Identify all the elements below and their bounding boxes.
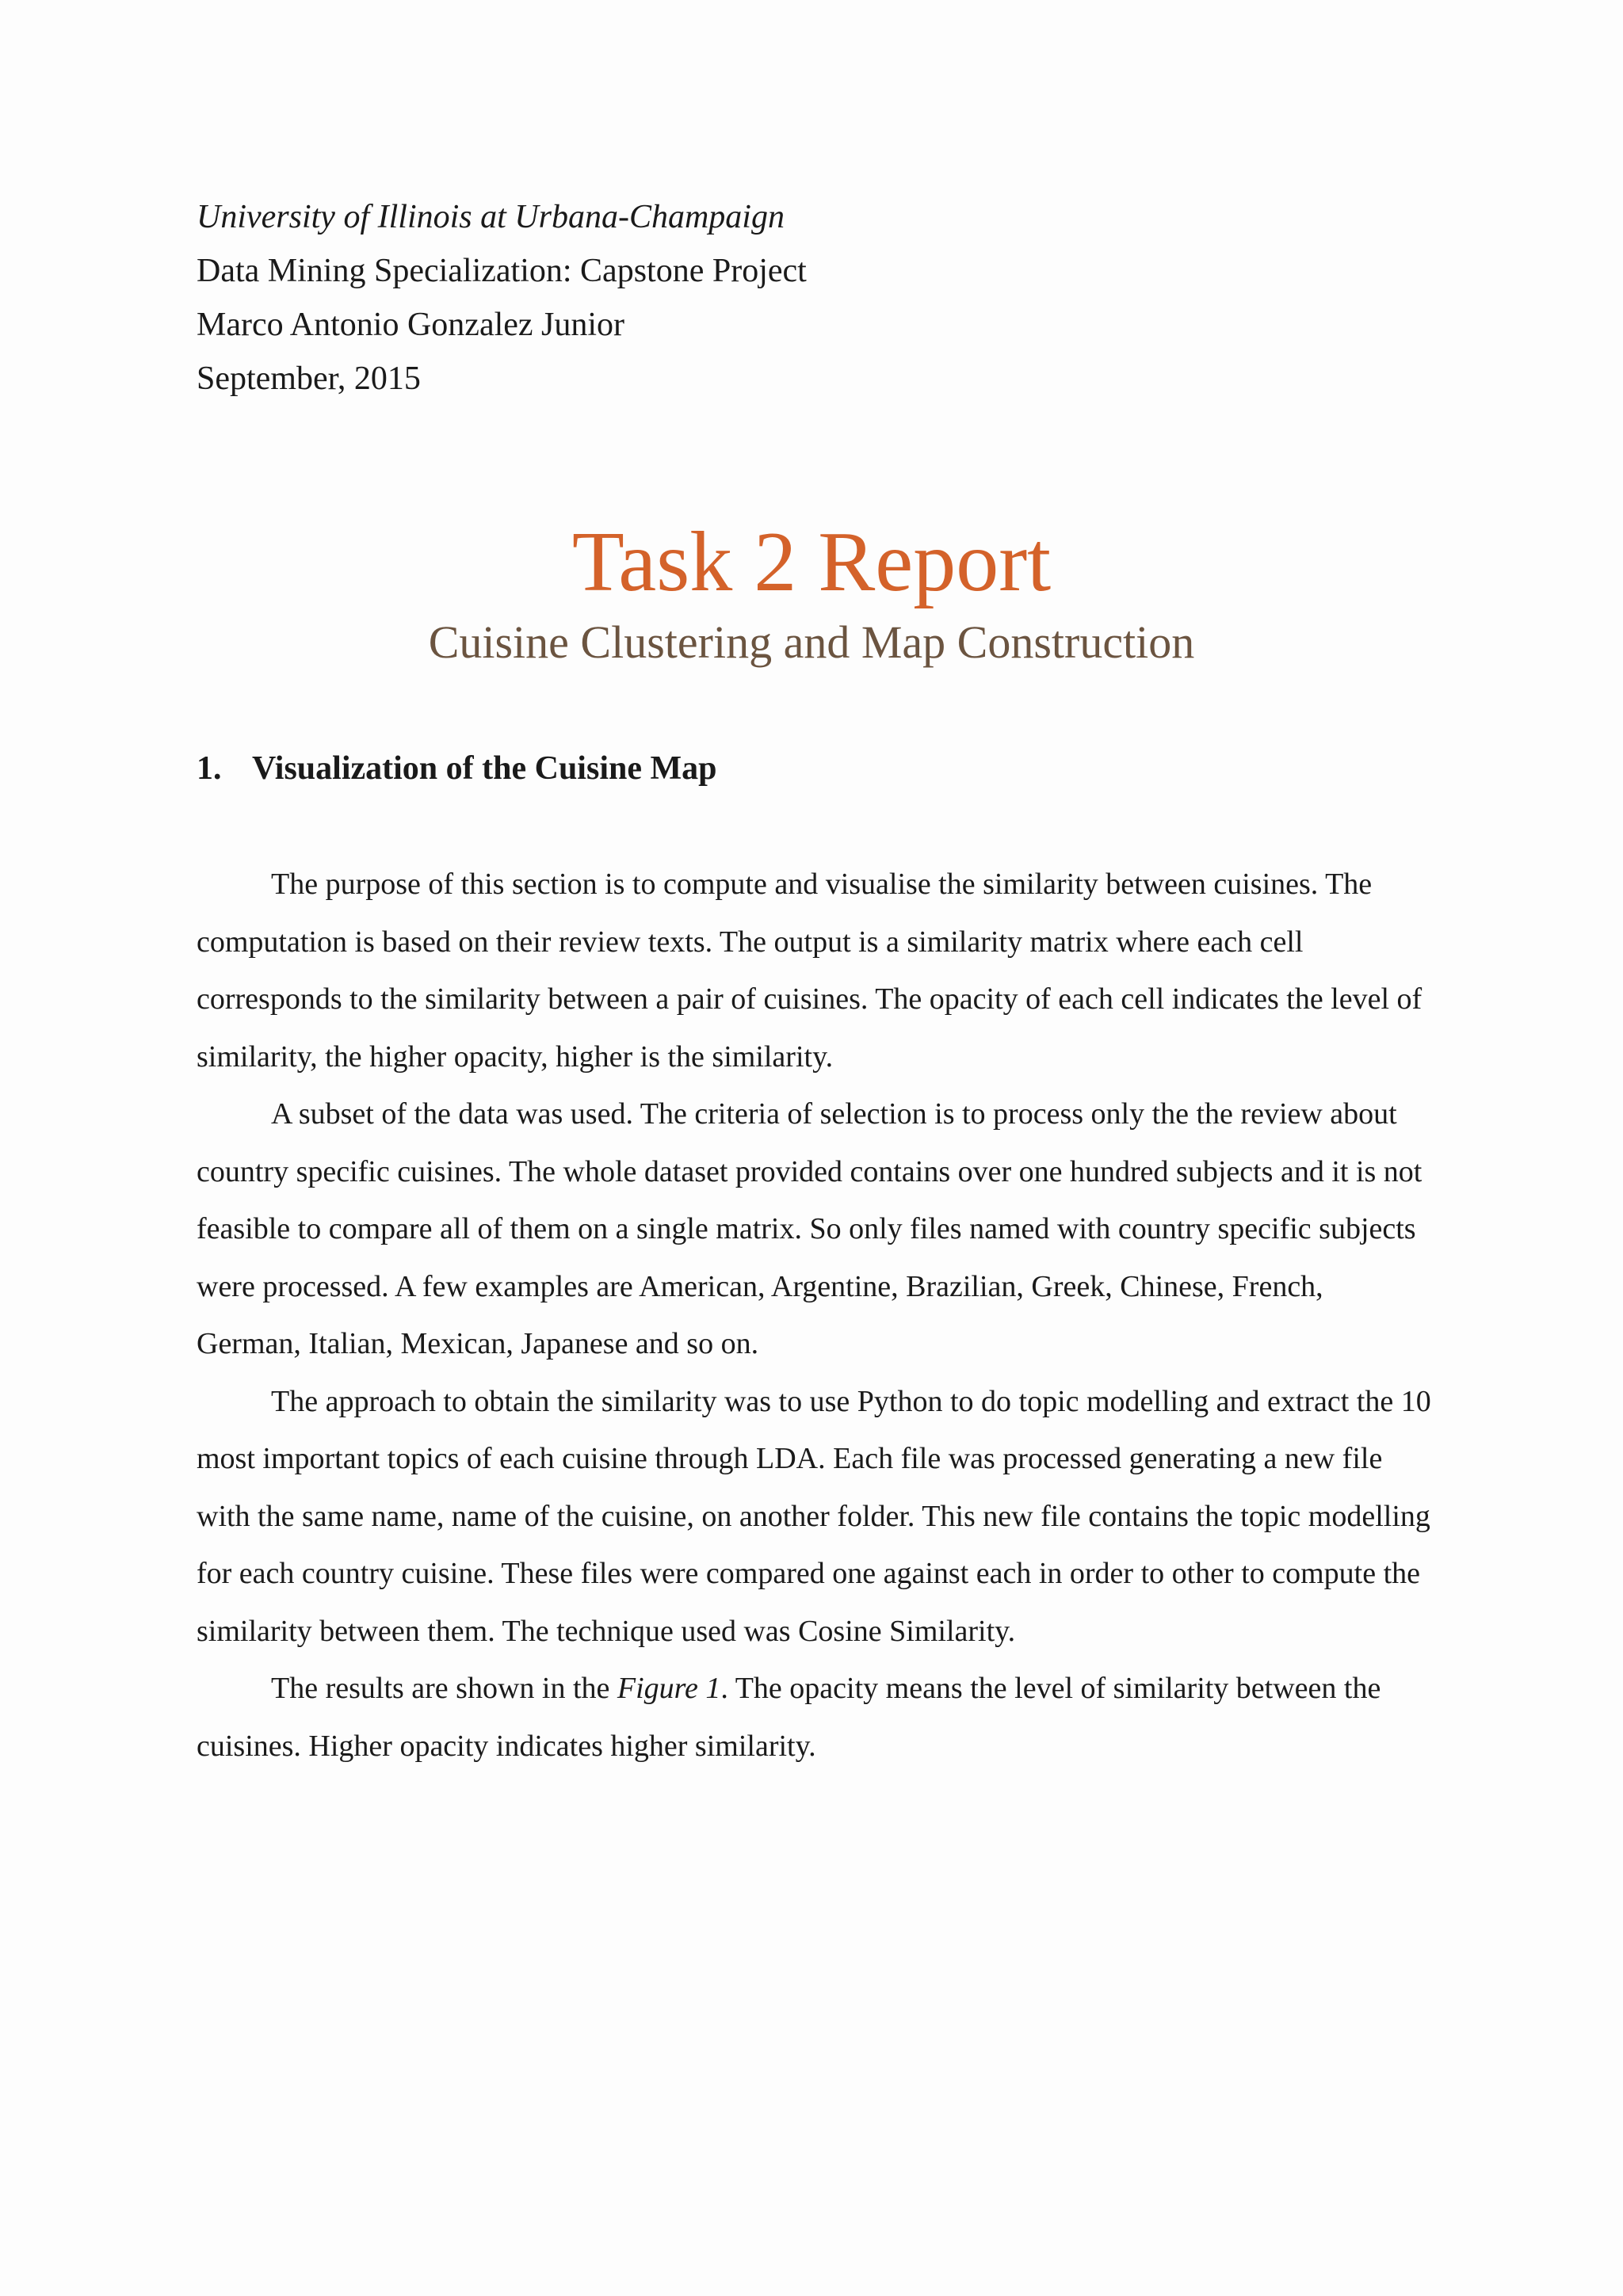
paragraph-approach: The approach to obtain the similarity was to use Python to do topic modelling and extract the 10 most important topics of each cuisine through LDA. Each file was processed generating a new file with the same name, name of the cuisine, on another folder. This new file contains the topic modelling for each country cuisine. These files were compared one against each in order to other to compute the similarity between them. The technique used was Cosine Similarity. xyxy=(197,1384,1431,1648)
document-header xyxy=(197,190,807,406)
results-text-end: . The opacity means the level of similarity between the cuisines. Higher opacity indicates higher similarity. xyxy=(197,1672,1381,1763)
program-name: Data Mining Specialization: Capstone Project xyxy=(197,253,807,289)
figure-reference: Figure 1 xyxy=(617,1672,721,1705)
paragraph-subset: A subset of the data was used. The criteria of selection is to process only the the review about country specific cuisines. The whole dataset provided contains over one hundred subjects and it is not feasible to compare all of them on a single matrix. So only files named with country specific subjects were processed. A few examples are American, Argentine, Brazilian, Greek, Chinese, French, German, Italian, Mexican, Japanese and so on. xyxy=(197,1097,1423,1360)
report-subtitle: Cuisine Clustering and Map Construction xyxy=(428,616,1195,668)
author-name: Marco Antonio Gonzalez Junior xyxy=(197,307,625,343)
section-heading xyxy=(197,745,716,792)
report-title: Task 2 Report xyxy=(571,515,1052,609)
section-body xyxy=(197,856,1433,1775)
document-date: September, 2015 xyxy=(197,360,421,397)
title-block xyxy=(0,515,1623,672)
section-number: 1. xyxy=(197,750,222,787)
section-title: Visualization of the Cuisine Map xyxy=(252,750,717,787)
institution-name: University of Illinois at Urbana-Champaign xyxy=(197,199,785,235)
results-text-start: The results are shown in the xyxy=(271,1672,617,1705)
paragraph-results xyxy=(197,1660,1433,1775)
paragraph-purpose: The purpose of this section is to compute and visualise the similarity between cuisines. The computation is based on their review texts. The output is a similarity matrix where each cell corresponds to the similarity between a pair of cuisines. The opacity of each cell indicates the level of similarity, the higher opacity, higher is the similarity. xyxy=(197,868,1423,1074)
